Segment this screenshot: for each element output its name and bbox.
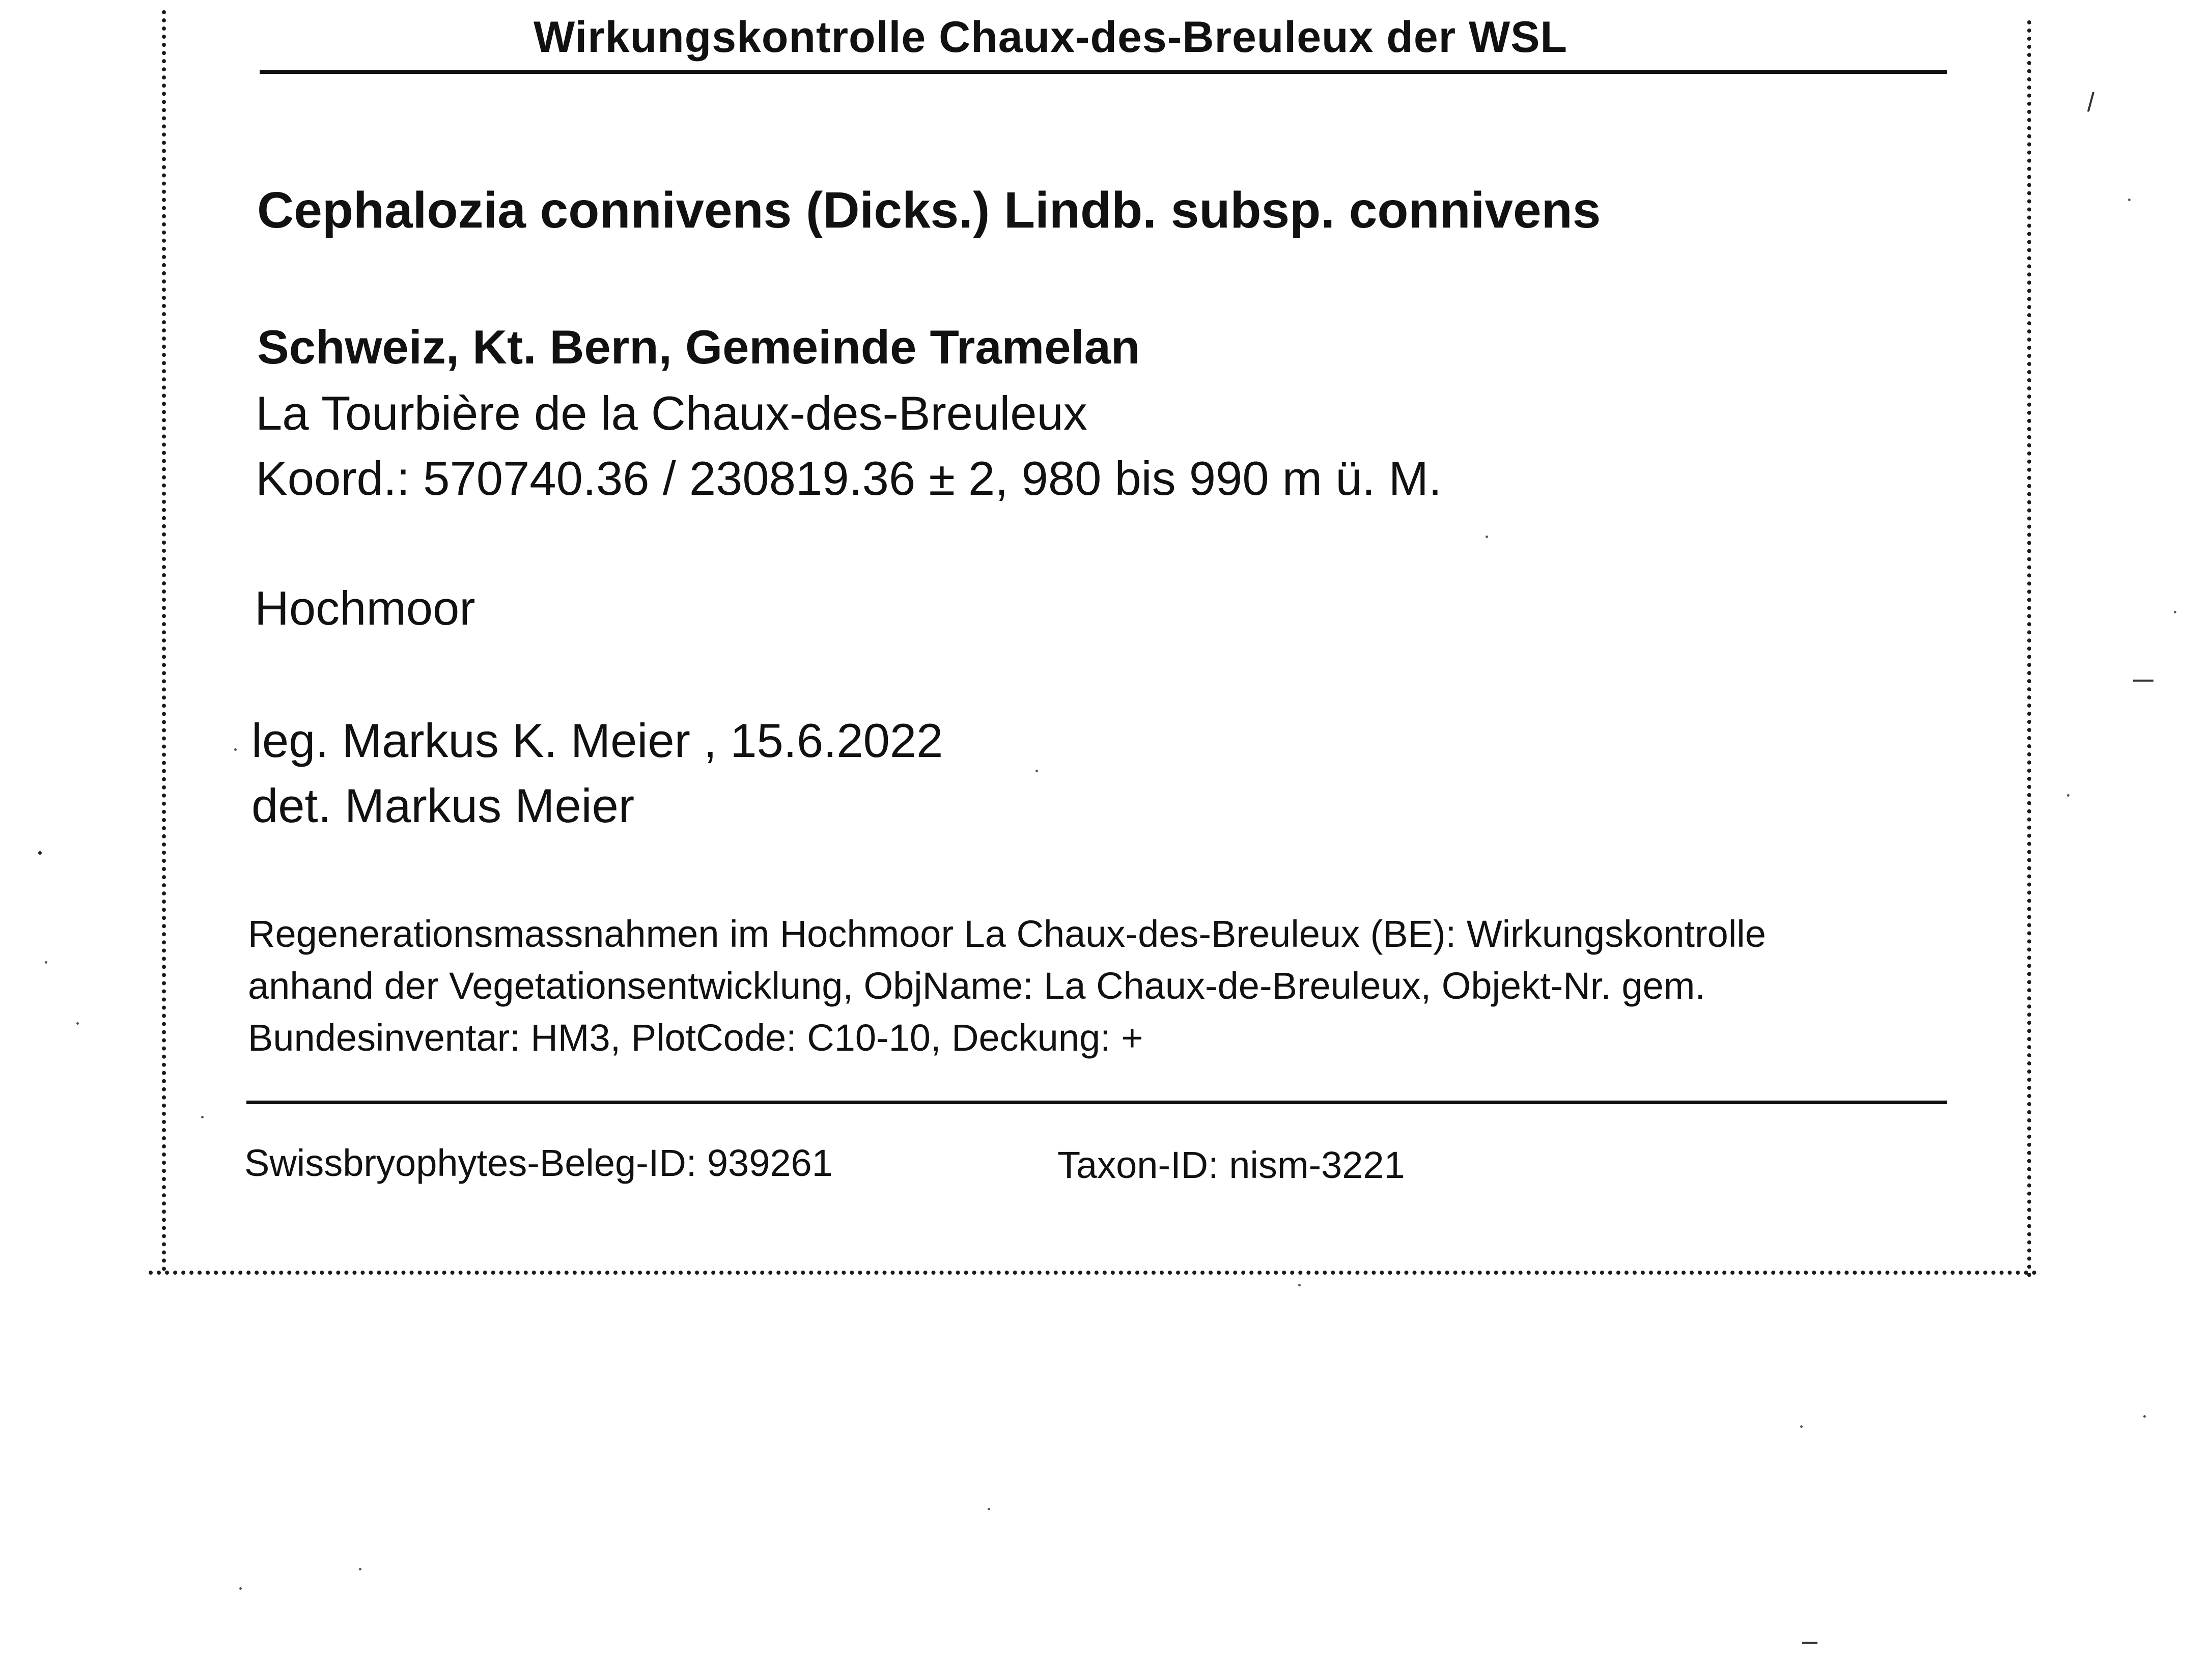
scan-speck [38,851,42,855]
scan-mark [2133,680,2153,682]
scan-speck [2174,611,2176,613]
location-admin: Schweiz, Kt. Bern, Gemeinde Tramelan [257,320,1140,374]
scan-speck [234,748,237,751]
scan-speck [2128,199,2131,201]
dotted-border-left [162,10,166,1272]
dotted-border-bottom [149,1271,2037,1275]
scan-speck [201,1116,204,1118]
scan-speck [2143,1415,2146,1418]
scan-speck [76,1022,79,1025]
dotted-border-right [2027,20,2031,1278]
scan-speck [359,1568,361,1570]
scan-speck [1035,770,1038,772]
collector: leg. Markus K. Meier , 15.6.2022 [251,714,943,767]
habitat: Hochmoor [255,581,475,635]
scan-speck [2067,794,2069,797]
coordinates: Koord.: 570740.36 / 230819.36 ± 2, 980 bis 990 m ü. M. [256,452,1442,505]
remarks-line-2: anhand der Vegetationsentwicklung, ObjName: La Chaux-de-Breuleux, Objekt-Nr. gem. [248,965,1705,1007]
scan-speck [239,1587,242,1590]
scan-speck [988,1508,990,1510]
remarks-line-1: Regenerationsmassnahmen im Hochmoor La Chaux-des-Breuleux (BE): Wirkungskontrolle [248,913,1766,955]
scan-speck [1800,1425,1803,1428]
header-rule [260,70,1947,74]
taxon-name: Cephalozia connivens (Dicks.) Lindb. subsp. connivens [257,182,1601,239]
scan-mark [2087,92,2094,112]
scan-speck [45,961,47,964]
taxon-id: Taxon-ID: nism-3221 [1057,1144,1405,1186]
label-header-title: Wirkungskontrolle Chaux-des-Breuleux der WSL [534,13,1568,62]
scan-mark [1802,1642,1817,1644]
footer-rule [246,1101,1947,1104]
determiner: det. Markus Meier [251,779,635,832]
locality: La Tourbière de la Chaux-des-Breuleux [256,386,1087,440]
scan-speck [1486,536,1488,538]
remarks-line-3: Bundesinventar: HM3, PlotCode: C10-10, Deckung: + [248,1017,1143,1059]
beleg-id: Swissbryophytes-Beleg-ID: 939261 [244,1142,833,1184]
scan-speck [1298,1284,1301,1286]
